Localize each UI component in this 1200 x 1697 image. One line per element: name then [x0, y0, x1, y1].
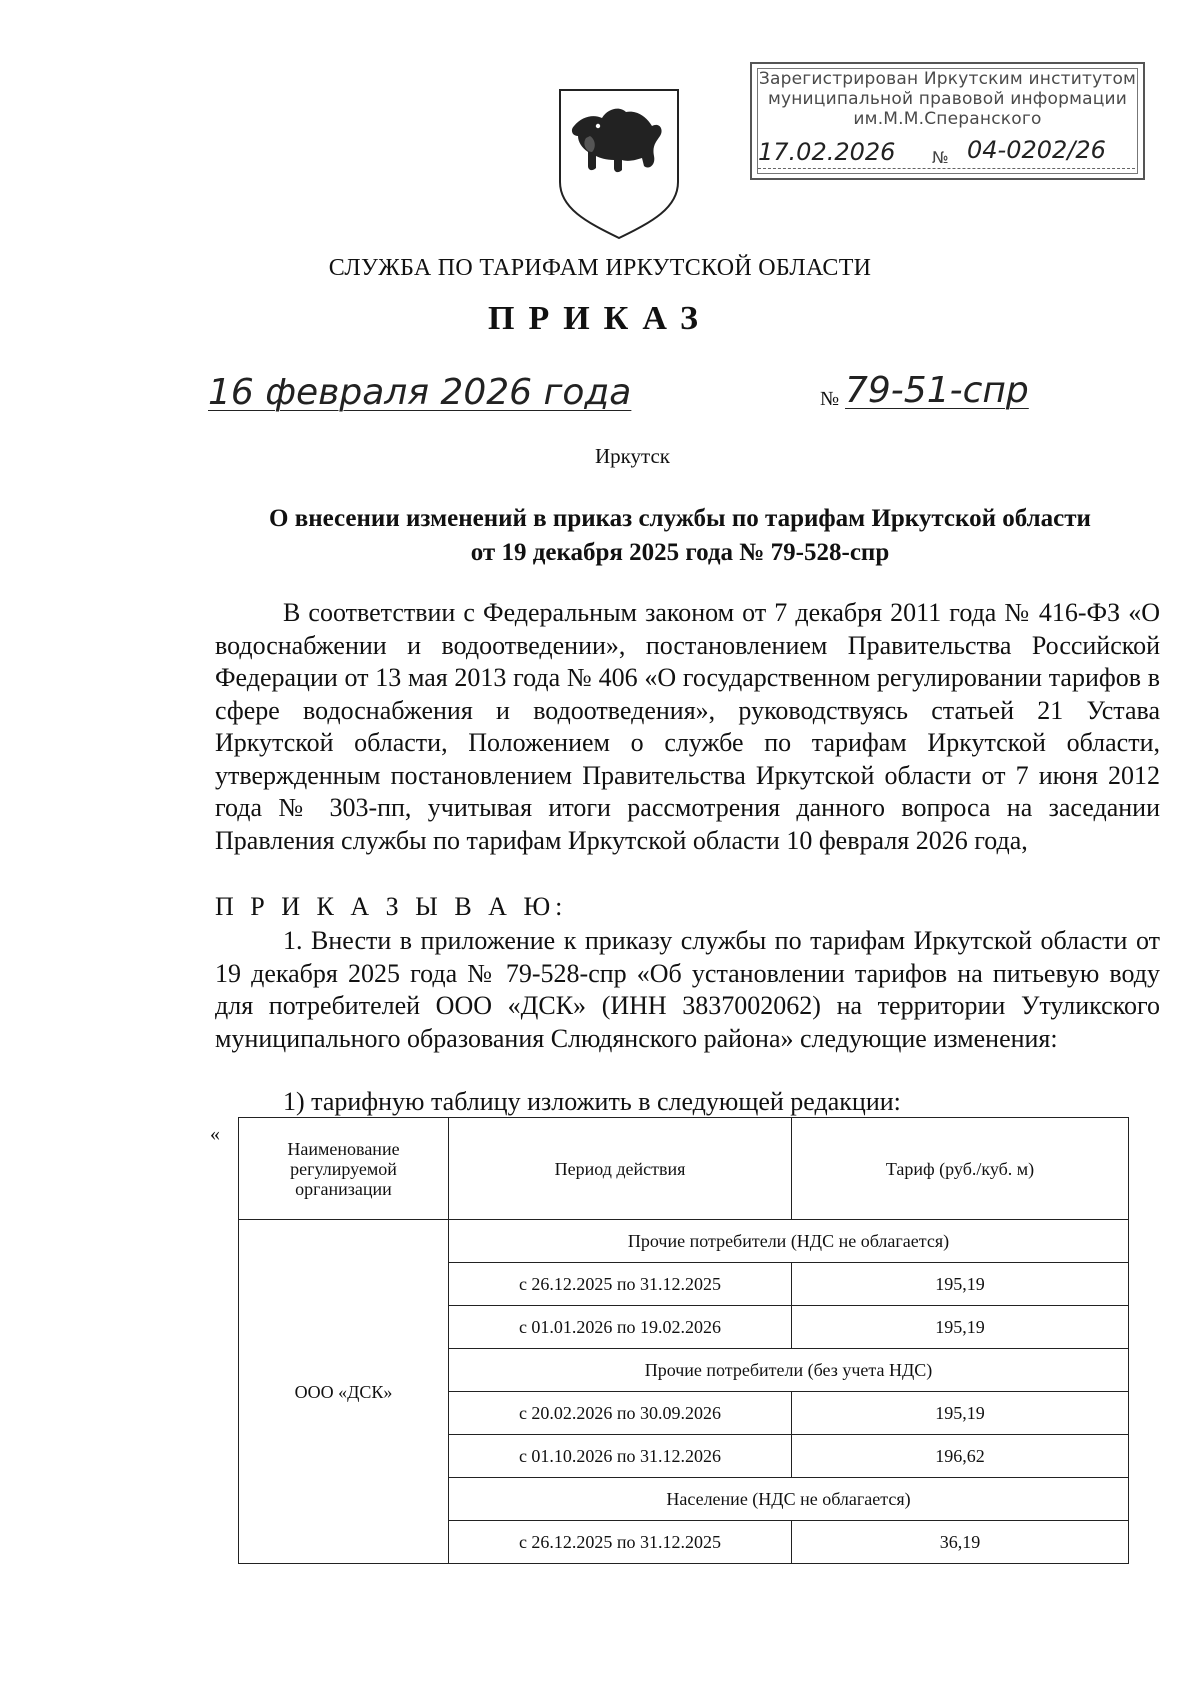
stamp-line-3: им.М.М.Сперанского	[853, 109, 1042, 129]
header-period: Период действия	[449, 1118, 792, 1220]
group-title-cell: Прочие потребители (НДС не облагается)	[449, 1220, 1129, 1263]
tariff-table	[238, 1117, 1129, 1564]
stamp-line-1: Зарегистрирован Иркутским институтом	[758, 69, 1137, 89]
period-cell: с 26.12.2025 по 31.12.2025	[449, 1521, 792, 1564]
period-cell: с 20.02.2026 по 30.09.2026	[449, 1392, 792, 1435]
period-cell: с 01.01.2026 по 19.02.2026	[449, 1306, 792, 1349]
table-row	[239, 1220, 1129, 1263]
order-heading: ПРИКАЗ	[488, 300, 712, 337]
order-date: 16 февраля 2026 года	[208, 372, 632, 413]
tariff-cell: 195,19	[792, 1263, 1129, 1306]
item-1-paragraph: 1. Внести в приложение к приказу службы по тарифам Иркутской области от 19 декабря 2025 года № 79-528-спр «Об установлении тарифов на питьевую воду для потребителей ООО «ДСК» (ИНН 3837002062) на территории Утуликского муниципального образования Слюдянского района» следующие изменения:	[215, 926, 1160, 1053]
tariff-cell: 195,19	[792, 1306, 1129, 1349]
stamp-registration-number: 04-0202/26	[967, 136, 1106, 164]
order-number-label: №	[820, 388, 840, 410]
period-cell: с 26.12.2025 по 31.12.2025	[449, 1263, 792, 1306]
group-title-cell: Население (НДС не облагается)	[449, 1478, 1129, 1521]
order-subject-line-1: О внесении изменений в приказ службы по тарифам Иркутской области	[269, 505, 1091, 532]
coat-of-arms-emblem	[556, 86, 682, 240]
stamp-registration-date: 17.02.2026	[758, 138, 896, 166]
group-title-cell: Прочие потребители (без учета НДС)	[449, 1349, 1129, 1392]
subitem-1-text: 1) тарифную таблицу изложить в следующей редакции:	[283, 1087, 901, 1116]
table-header-row	[239, 1118, 1129, 1220]
tariff-cell: 36,19	[792, 1521, 1129, 1564]
registration-stamp	[750, 62, 1145, 180]
order-directive-word: П Р И К А З Ы В А Ю:	[215, 892, 568, 921]
order-subject-line-2: от 19 декабря 2025 года № 79-528-спр	[470, 539, 890, 566]
tariff-cell: 196,62	[792, 1435, 1129, 1478]
stamp-underline	[758, 168, 1135, 169]
tariff-cell: 195,19	[792, 1392, 1129, 1435]
stamp-line-2: муниципальной правовой информации	[767, 89, 1128, 109]
stamp-number-label: №	[932, 148, 949, 167]
service-title: СЛУЖБА ПО ТАРИФАМ ИРКУТСКОЙ ОБЛАСТИ	[328, 255, 872, 281]
order-subject	[170, 502, 1190, 570]
preamble-paragraph: В соответствии с Федеральным законом от 7 декабря 2011 года № 416-ФЗ «О водоснабжении и водоотведении», постановлением Правительства Российской Федерации от 13 мая 2013 года № 406 «О государственном регулировании тарифов в сфере водоснабжения и водоотведения», руководствуясь статьей 21 Устава Иркутской области, Положением о службе по тарифам Иркутской области, утвержденным постановлением Правительства Иркутской области от 7 июня 2012 года № 303-пп, учитывая итоги рассмотрения данного вопроса на заседании Правления службы по тарифам Иркутской области 10 февраля 2026 года,	[215, 598, 1160, 855]
opening-quote-mark: «	[210, 1123, 220, 1145]
organization-cell: ООО «ДСК»	[239, 1220, 449, 1564]
header-tariff: Тариф (руб./куб. м)	[792, 1118, 1129, 1220]
city: Иркутск	[594, 444, 671, 468]
period-cell: с 01.10.2026 по 31.12.2026	[449, 1435, 792, 1478]
order-number: 79-51-спр	[845, 370, 1029, 411]
header-organization: Наименование регулируемой организации	[239, 1118, 449, 1220]
